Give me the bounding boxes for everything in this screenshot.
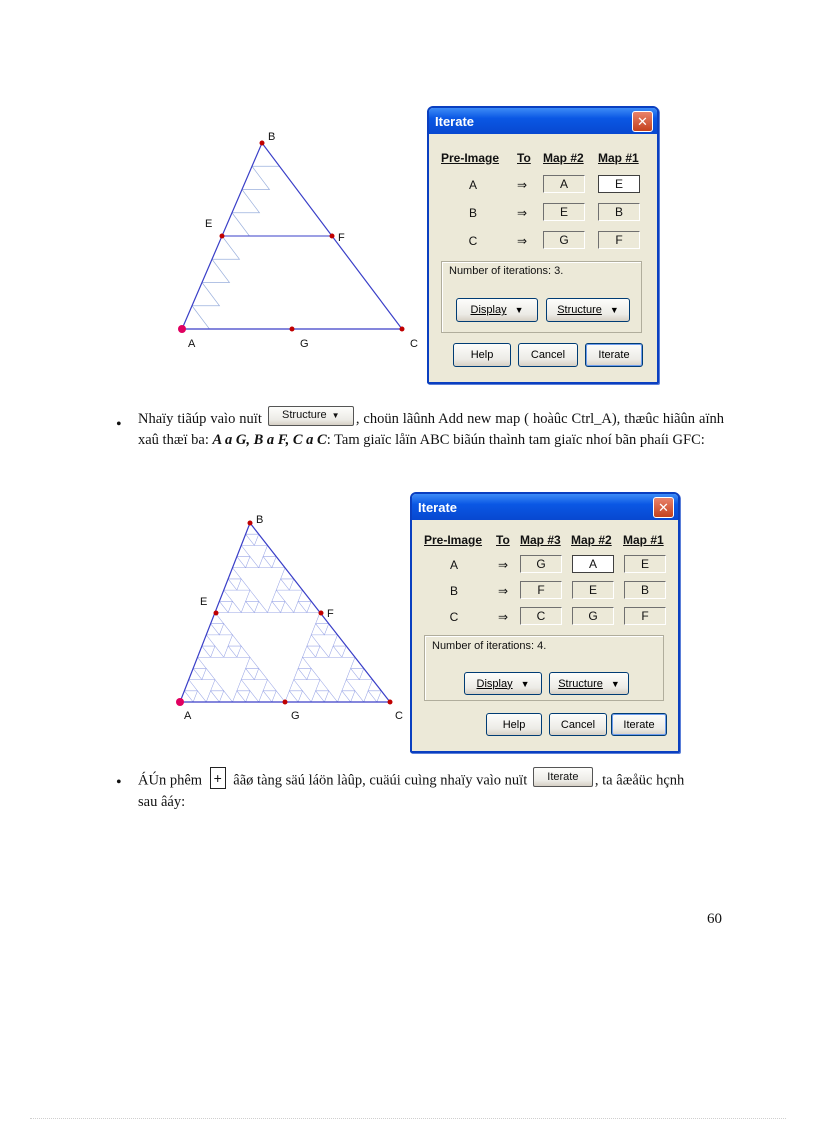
arrow-icon: ⇒ [498, 584, 509, 598]
para2-text-1: ÁÚn phêm [138, 772, 206, 789]
point-B[interactable] [248, 521, 253, 526]
iterate-dialog-2 [410, 492, 680, 753]
point-F[interactable] [319, 611, 324, 616]
map3-cell-B[interactable]: F [520, 581, 562, 599]
header-map-2: Map #2 [571, 533, 612, 547]
page-number: 60 [707, 911, 722, 927]
map2-cell-B[interactable]: E [572, 581, 614, 599]
para2-text-3: , ta âæåüc hçnh sau âáy: [138, 772, 685, 810]
label-B: B [268, 131, 276, 143]
pre-image-B: B [468, 206, 477, 220]
map1-cell-C[interactable]: F [598, 231, 640, 249]
map1-cell-A[interactable]: E [624, 555, 666, 573]
paragraph-add-new-map [138, 409, 724, 451]
dialog-titlebar[interactable] [412, 494, 678, 520]
structure-inline-button: Structure ▼ [268, 406, 354, 426]
header-map-3: Map #3 [520, 533, 561, 547]
structure-dropdown-button[interactable]: Structure ▼ [546, 298, 630, 322]
iterate-button[interactable]: Iterate [585, 343, 643, 367]
chevron-down-icon: ▼ [609, 305, 619, 315]
close-icon[interactable]: ✕ [632, 111, 653, 132]
iterations-count: Number of iterations: 4. [432, 640, 547, 652]
label-E: E [200, 596, 208, 608]
map2-cell-B[interactable]: E [543, 203, 585, 221]
para1-text-1: Nhaïy tiãúp vaìo nuït [138, 411, 266, 427]
map3-cell-C[interactable]: C [520, 607, 562, 625]
label-F: F [327, 608, 334, 620]
cancel-button[interactable]: Cancel [518, 343, 578, 367]
iterate-button[interactable]: Iterate [611, 713, 667, 736]
para2-text-2: âãø tàng säú láön làûp, cuäúi cuìng nhaïy vaìo nuït [229, 772, 531, 789]
map1-cell-B[interactable]: B [624, 581, 666, 599]
map1-cell-A[interactable]: E [598, 175, 640, 193]
pre-image-C: C [449, 610, 459, 624]
point-B[interactable] [260, 141, 265, 146]
arrow-icon: ⇒ [517, 178, 528, 192]
point-E[interactable] [220, 234, 225, 239]
map1-cell-B[interactable]: B [598, 203, 640, 221]
arrow-icon: ⇒ [498, 558, 509, 572]
arrow-icon: ⇒ [517, 206, 528, 220]
point-G[interactable] [290, 327, 295, 332]
label-E: E [205, 218, 213, 230]
map2-cell-A[interactable]: A [572, 555, 614, 573]
chevron-down-icon: ▼ [610, 678, 620, 689]
point-F[interactable] [330, 234, 335, 239]
figure-sierpinski-depth-4 [170, 513, 415, 728]
bullet-2: • [116, 774, 122, 791]
pre-image-B: B [449, 584, 458, 598]
label-G: G [291, 710, 300, 722]
header-pre-image: Pre-Image [424, 533, 483, 547]
arrow-icon: ⇒ [517, 234, 528, 248]
help-button[interactable]: Help [453, 343, 511, 367]
label-A: A [184, 710, 192, 722]
structure-dropdown-button[interactable]: Structure ▼ [549, 672, 629, 695]
header-to: To [517, 151, 531, 165]
map3-cell-A[interactable]: G [520, 555, 562, 573]
point-E[interactable] [214, 611, 219, 616]
pre-image-A: A [449, 558, 458, 572]
point-C[interactable] [388, 700, 393, 705]
map2-cell-A[interactable]: A [543, 175, 585, 193]
label-G: G [300, 338, 309, 350]
display-dropdown-button[interactable]: Display ▼ [464, 672, 542, 695]
iterate-dialog-1 [427, 106, 659, 384]
bullet-1: • [116, 416, 122, 433]
label-B: B [256, 514, 264, 526]
dialog-title: Iterate [418, 499, 458, 515]
chevron-down-icon: ▼ [514, 305, 524, 315]
plus-key-icon: + [210, 767, 226, 789]
para1-mapping-formula: A a G, B a F, C a C [212, 432, 327, 448]
dialog-titlebar[interactable] [429, 108, 657, 134]
iterations-count: Number of iterations: 3. [449, 265, 564, 277]
para1-text-2: , choün lãûnh Add new map ( hoàûc Ctrl_A), thæûc hiãûn aïnh xaû thæï ba: [138, 411, 724, 448]
figure-triangle-depth-3 [170, 125, 430, 355]
label-F: F [338, 232, 345, 244]
label-C: C [395, 710, 403, 722]
display-dropdown-button[interactable]: Display ▼ [456, 298, 538, 322]
point-A[interactable] [178, 325, 186, 333]
dialog-title: Iterate [435, 113, 475, 129]
chevron-down-icon: ▼ [520, 678, 530, 689]
arrow-icon: ⇒ [498, 610, 509, 624]
paragraph-iterate-instruction [138, 770, 698, 813]
page-footer-divider [30, 1118, 786, 1119]
close-icon[interactable]: ✕ [653, 497, 674, 518]
point-C[interactable] [400, 327, 405, 332]
help-button[interactable]: Help [486, 713, 542, 736]
pre-image-A: A [468, 178, 477, 192]
header-pre-image: Pre-Image [441, 151, 500, 165]
cancel-button[interactable]: Cancel [549, 713, 607, 736]
map2-cell-C[interactable]: G [572, 607, 614, 625]
header-to: To [496, 533, 510, 547]
para1-text-3: : Tam giaïc låïn ABC biãún thaình tam giaïc nhoí bãn phaíi GFC: [326, 432, 705, 448]
label-A: A [188, 338, 196, 350]
iterate-inline-button: Iterate [533, 767, 593, 787]
point-A[interactable] [176, 698, 184, 706]
map2-cell-C[interactable]: G [543, 231, 585, 249]
header-map-2: Map #2 [543, 151, 584, 165]
map1-cell-C[interactable]: F [624, 607, 666, 625]
header-map-1: Map #1 [623, 533, 664, 547]
pre-image-C: C [468, 234, 478, 248]
header-map-1: Map #1 [598, 151, 639, 165]
chevron-down-icon: ▼ [331, 411, 340, 421]
point-G[interactable] [283, 700, 288, 705]
label-C: C [410, 338, 418, 350]
